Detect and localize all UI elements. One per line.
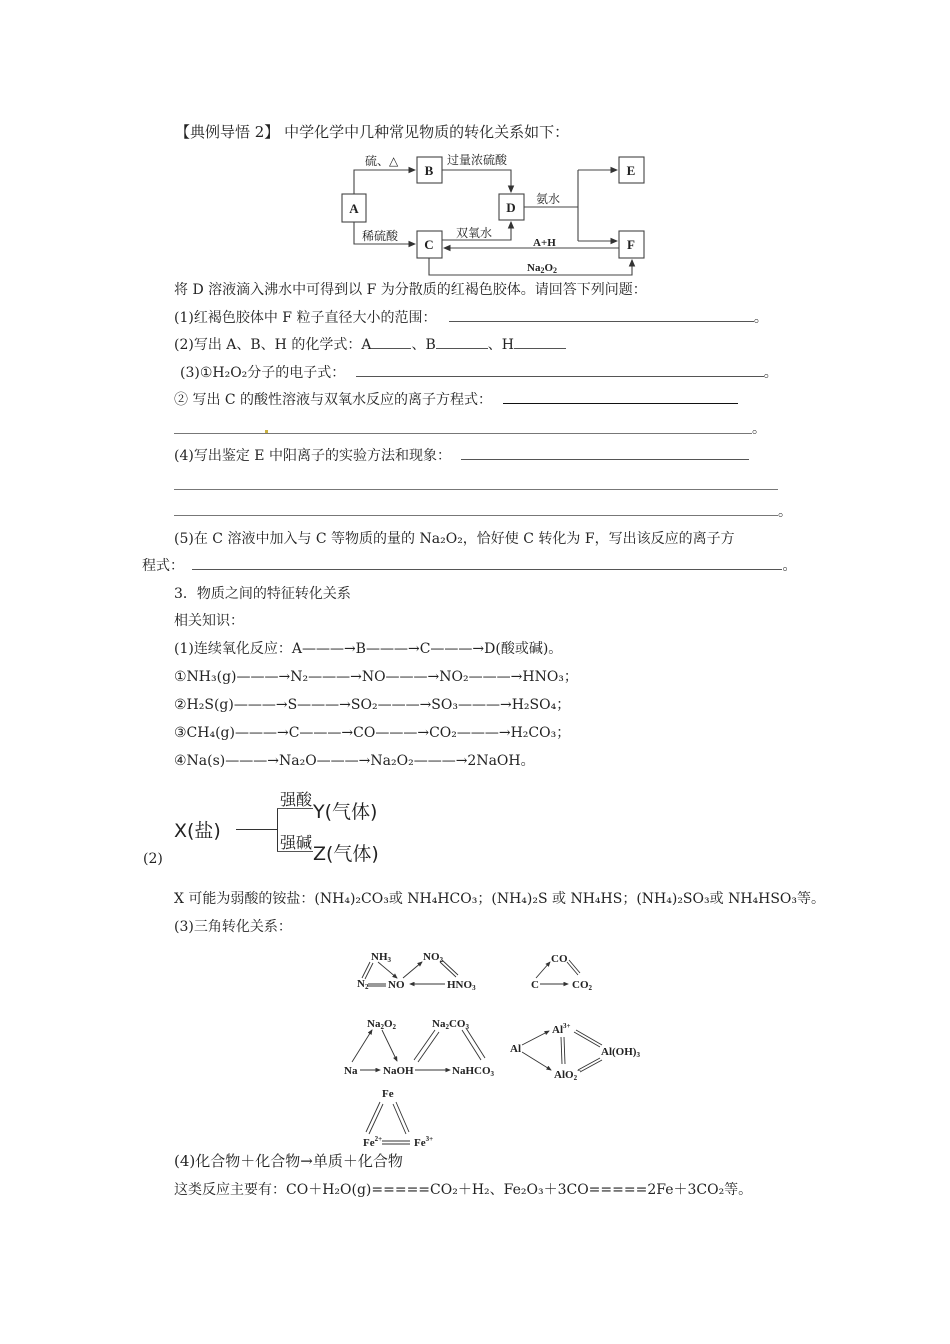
related-knowledge-label: 相关知识： [174, 613, 244, 629]
svg-text:NO2: NO2 [423, 951, 443, 964]
answer-blank-q4b[interactable] [174, 489, 778, 490]
question-3-1: (3)①H₂O₂分子的电子式： 。 [180, 365, 778, 381]
svg-text:A+H: A+H [533, 237, 556, 249]
svg-text:NH3: NH3 [371, 951, 391, 964]
item-2-label: (2) [143, 851, 163, 867]
svg-text:Na2O2: Na2O2 [527, 262, 558, 275]
svg-text:Al: Al [510, 1043, 521, 1055]
answer-blank-q3-1[interactable] [356, 364, 764, 377]
example-title: 【典例导悟 2】 中学化学中几种常见物质的转化关系如下： [175, 123, 570, 141]
section-heading: 3．物质之间的特征转化关系 [174, 586, 351, 602]
answer-blank-a[interactable] [371, 336, 411, 349]
question-5: (5)在 C 溶液中加入与 C 等物质的量的 Na₂O₂，恰好使 C 转化为 F，写出该反应的离子方 [174, 531, 735, 547]
svg-text:Fe: Fe [382, 1088, 394, 1100]
answer-blank-q4a[interactable] [461, 447, 749, 460]
triangle-title: (3)三角转化关系： [174, 919, 292, 935]
ammonium-salt-note: X 可能为弱酸的铵盐：(NH₄)₂CO₃或 NH₄HCO₃；(NH₄)₂S 或 NH₄HS；(NH₄)₂SO₃或 NH₄HSO₃等。 [174, 891, 826, 907]
svg-text:CO: CO [551, 953, 568, 965]
box-a: A [349, 201, 359, 216]
svg-text:Al3+: $Al^{3+}$ [552, 1022, 571, 1036]
stray-mark [265, 430, 268, 433]
answer-blank-q4c[interactable] [174, 515, 778, 516]
svg-text:AlO2−: AlO2− [554, 1067, 582, 1082]
svg-text:CO2: CO2 [572, 979, 592, 992]
answer-blank-q1[interactable] [449, 309, 754, 322]
chain-ch4: ③CH₄(g)———→C———→CO———→CO₂———→H₂CO₃； [174, 725, 571, 741]
answer-blank-q3-2a[interactable] [503, 391, 738, 404]
compound-reaction-text: 这类反应主要有：CO＋H₂O(g)=====CO₂＋H₂、Fe₂O₃＋3CO=====2Fe＋3CO₂等。 [174, 1182, 753, 1198]
salt-reaction-diagram: X(盐) 强酸 强碱 Y(气体) Z(气体) [174, 790, 379, 865]
svg-text:Fe3+: $Fe^{3+}$ [414, 1135, 434, 1149]
svg-text:C: C [424, 237, 434, 252]
svg-text:B: B [424, 163, 434, 178]
svg-text:过量浓硫酸: 过量浓硫酸 [447, 153, 508, 167]
answer-blank-q5[interactable] [192, 557, 782, 570]
intro-text: 将 D 溶液滴入沸水中可得到以 F 为分散质的红褐色胶体。请回答下列问题： [174, 282, 647, 298]
svg-text:Al(OH)3: Al(OH)3 [601, 1046, 640, 1059]
svg-text:氨水: 氨水 [536, 192, 561, 206]
svg-text:Na2CO3: Na2CO3 [432, 1018, 469, 1031]
svg-text:NaHCO3: NaHCO3 [452, 1065, 494, 1078]
edge-label-a-b: 硫、△ [365, 154, 399, 168]
svg-text:F: F [627, 237, 635, 252]
svg-text:HNO3: HNO3 [447, 979, 476, 992]
svg-text:Na: Na [344, 1065, 358, 1077]
question-3-2: ② 写出 C 的酸性溶液与双氧水反应的离子方程式： [174, 391, 738, 409]
answer-blank-h[interactable] [514, 336, 566, 349]
svg-text:D: D [506, 200, 516, 215]
question-5-cont: 程式： 。 [142, 558, 797, 574]
svg-text:C: C [531, 979, 539, 991]
svg-text:NO: NO [388, 979, 405, 991]
triangle-relations-diagram [330, 940, 670, 1155]
conversion-flow-diagram [330, 145, 660, 280]
svg-text:稀硫酸: 稀硫酸 [362, 229, 399, 243]
svg-text:N2: N2 [357, 978, 369, 991]
svg-text:Fe2+: $Fe^{2+}$ [363, 1135, 383, 1149]
svg-text:NaOH: NaOH [383, 1065, 414, 1077]
answer-blank-q3-2b[interactable] [174, 433, 752, 434]
svg-text:Na2O2: Na2O2 [367, 1018, 397, 1031]
svg-text:E: E [626, 163, 636, 178]
question-1: (1)红褐色胶体中 F 粒子直径大小的范围： 。 [174, 310, 768, 326]
chain-h2s: ②H₂S(g)———→S———→SO₂———→SO₃———→H₂SO₄； [174, 697, 571, 713]
chain-nh3: ①NH₃(g)———→N₂———→NO———→NO₂———→HNO₃； [174, 669, 578, 685]
question-2: (2)写出 A、B、H 的化学式：A 、B 、H [174, 336, 566, 354]
answer-blank-b[interactable] [436, 336, 488, 349]
compound-reaction-title: (4)化合物＋化合物→单质＋化合物 [174, 1152, 403, 1170]
oxidation-title: (1)连续氧化反应：A———→B———→C———→D(酸或碱)。 [174, 641, 563, 657]
svg-text:双氧水: 双氧水 [456, 226, 493, 240]
question-4: (4)写出鉴定 E 中阳离子的实验方法和现象： [174, 447, 749, 465]
chain-na: ④Na(s)———→Na₂O———→Na₂O₂———→2NaOH。 [174, 753, 535, 769]
